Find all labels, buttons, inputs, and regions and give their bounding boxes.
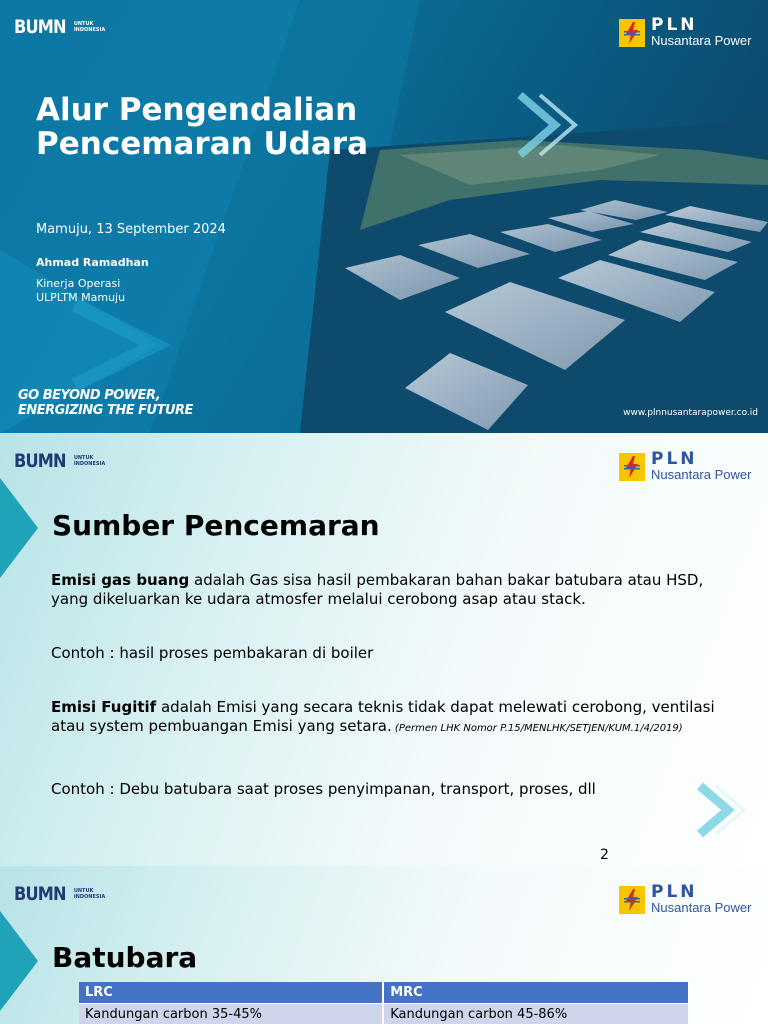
tagline-line2: ENERGIZING THE FUTURE xyxy=(18,403,193,418)
solar-farm-photo xyxy=(0,0,768,433)
bumn-sub-line1: UNTUK xyxy=(73,455,94,461)
teal-accent-shape xyxy=(0,911,40,1011)
pln-logo-name: PLN xyxy=(651,15,698,35)
pln-lightning-icon xyxy=(619,886,645,914)
pln-logo-subtitle: Nusantara Power xyxy=(651,900,752,915)
slide-heading: Batubara xyxy=(52,941,198,974)
bumn-logo xyxy=(14,883,105,905)
teal-accent-shape xyxy=(0,478,40,578)
pln-logo-subtitle: Nusantara Power xyxy=(651,33,752,48)
slide-heading: Sumber Pencemaran xyxy=(52,509,380,542)
table-header-lrc: LRC xyxy=(79,982,383,1003)
bumn-logo-word: BUMN xyxy=(14,883,66,905)
coal-comparison-table xyxy=(79,982,690,1024)
bumn-logo-subtext xyxy=(74,455,105,467)
bumn-logo-subtext xyxy=(74,888,105,900)
definition-emisi-gas-buang: adalah Gas sisa hasil pembakaran bahan bakar batubara atau HSD, yang dikeluarkan ke udara atmosfer melalui cerobong asap atau stack. xyxy=(51,571,704,608)
pln-logo xyxy=(619,884,751,915)
presentation-title: Alur Pengendalian Pencemaran Udara xyxy=(36,92,368,162)
bumn-sub-line1: UNTUK xyxy=(73,21,94,27)
bumn-logo-word: BUMN xyxy=(14,16,66,38)
presenter-department xyxy=(36,277,236,305)
website-url: www.plnnusantarapower.co.id xyxy=(623,408,758,418)
bumn-sub-line2: INDONESIA xyxy=(73,894,106,900)
paragraph-emisi-gas-buang xyxy=(51,571,731,609)
pln-logo xyxy=(619,17,751,48)
pln-lightning-icon xyxy=(619,453,645,481)
pln-lightning-icon xyxy=(619,19,645,47)
bumn-sub-line2: INDONESIA xyxy=(73,461,106,467)
paragraph-contoh-boiler: Contoh : hasil proses pembakaran di boiler xyxy=(51,644,374,662)
pln-logo xyxy=(619,451,751,482)
table-cell-lrc-carbon: Kandungan carbon 35-45% xyxy=(79,1003,383,1024)
bumn-sub-line1: UNTUK xyxy=(73,888,94,894)
content-slide-sumber-pencemaran xyxy=(0,433,768,866)
tagline-line1: GO BEYOND POWER, xyxy=(18,388,161,403)
department-line1: Kinerja Operasi xyxy=(36,277,121,290)
pln-logo-name: PLN xyxy=(651,449,698,469)
pln-logo-subtitle: Nusantara Power xyxy=(651,467,752,482)
content-slide-batubara xyxy=(0,866,768,1024)
paragraph-contoh-debu: Contoh : Debu batubara saat proses penyimpanan, transport, proses, dll xyxy=(51,780,596,798)
table-header-mrc: MRC xyxy=(383,982,689,1003)
pln-logo-name: PLN xyxy=(651,882,698,902)
page-number: 2 xyxy=(600,847,609,863)
presenter-name: Ahmad Ramadhan xyxy=(36,256,149,269)
paragraph-emisi-fugitif xyxy=(51,698,731,736)
definition-emisi-fugitif: adalah Emisi yang secara teknis tidak dapat melewati cerobong, ventilasi atau system pembuangan Emisi yang setara. xyxy=(51,698,715,735)
presentation-date: Mamuju, 13 September 2024 xyxy=(36,222,226,237)
bumn-logo-subtext xyxy=(74,21,105,33)
term-emisi-fugitif: Emisi Fugitif xyxy=(51,698,157,716)
term-emisi-gas-buang: Emisi gas buang xyxy=(51,571,190,589)
table-cell-mrc-carbon: Kandungan carbon 45-86% xyxy=(383,1003,689,1024)
title-slide xyxy=(0,0,768,433)
tagline xyxy=(18,388,193,418)
regulation-reference: (Permen LHK Nomor P.15/MENLHK/SETJEN/KUM.1/4/2019) xyxy=(391,723,683,734)
table-row xyxy=(79,1003,689,1024)
bumn-logo xyxy=(14,450,105,472)
chevron-right-icon xyxy=(690,778,750,843)
bumn-logo xyxy=(14,16,105,38)
table-header-row xyxy=(79,982,689,1003)
bumn-sub-line2: INDONESIA xyxy=(73,27,106,33)
department-line2: ULPLTM Mamuju xyxy=(36,291,126,304)
bumn-logo-word: BUMN xyxy=(14,450,66,472)
